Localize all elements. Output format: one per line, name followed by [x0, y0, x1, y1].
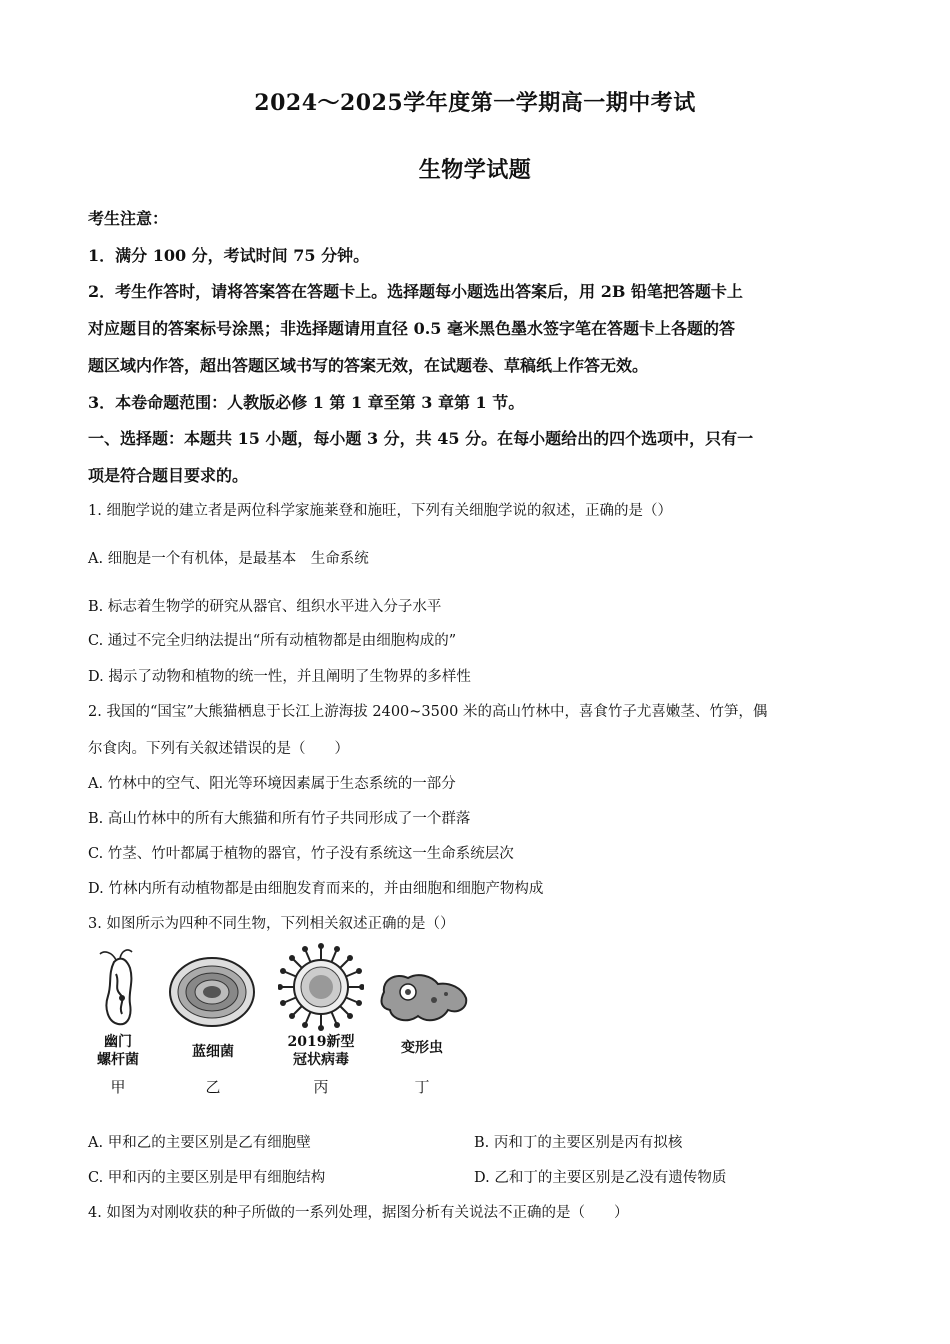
notice-item-2-line-2: 对应题目的答案标号涂黑；非选择题请用直径 0.5 毫米黑色墨水签字笔在答题卡上各题的答 — [88, 319, 735, 338]
q3-option-c: C. 甲和丙的主要区别是甲有细胞结构 — [88, 1170, 326, 1186]
q4-stem: 4. 如图为对刚收获的种子所做的一系列处理，据图分析有关说法不正确的是（ ） — [88, 1205, 629, 1221]
section-heading-line-1: 一、选择题：本题共 15 小题，每小题 3 分，共 45 分。在每小题给出的四个选项中，只有一 — [88, 429, 754, 448]
exam-subtitle: 生物学试题 — [418, 157, 532, 183]
q1-option-b: B. 标志着生物学的研究从器官、组织水平进入分子水平 — [88, 599, 442, 615]
q3-option-d: D. 乙和丁的主要区别是乙没有遗传物质 — [474, 1170, 727, 1186]
organism-1-name-line-1: 幽门 — [104, 1034, 132, 1050]
organism-1-name-line-2: 螺杆菌 — [97, 1052, 139, 1068]
organism-4-tag: 丁 — [414, 1078, 430, 1096]
q1-stem: 1. 细胞学说的建立者是两位科学家施莱登和施旺，下列有关细胞学说的叙述，正确的是（） — [88, 503, 672, 519]
organism-1-tag: 甲 — [110, 1078, 126, 1096]
cyanobacteria-icon — [168, 956, 256, 1028]
coronavirus-icon — [278, 942, 364, 1032]
q1-option-c: C. 通过不完全归纳法提出“所有动植物都是由细胞构成的” — [88, 633, 457, 649]
q1-option-d: D. 揭示了动物和植物的统一性，并且阐明了生物界的多样性 — [88, 669, 471, 685]
organism-3-name-line-2: 冠状病毒 — [293, 1052, 349, 1068]
q2-option-a: A. 竹林中的空气、阳光等环境因素属于生态系统的一部分 — [88, 776, 456, 792]
q3-option-a: A. 甲和乙的主要区别是乙有细胞壁 — [88, 1135, 311, 1151]
organism-2-name-line-1: 蓝细菌 — [192, 1044, 234, 1060]
q2-option-b: B. 高山竹林中的所有大熊猫和所有竹子共同形成了一个群落 — [88, 811, 471, 827]
notice-item-1: 1．满分 100 分，考试时间 75 分钟。 — [88, 246, 370, 265]
organism-4-name-line-1: 变形虫 — [401, 1040, 443, 1056]
notice-item-2-line-1: 2．考生作答时，请将答案答在答题卡上。选择题每小题选出答案后，用 2B 铅笔把答题卡上 — [88, 282, 743, 301]
section-heading-line-2: 项是符合题目要求的。 — [88, 466, 249, 485]
notice-item-3: 3．本卷命题范围：人教版必修 1 第 1 章至第 3 章第 1 节。 — [88, 393, 525, 412]
exam-title: 2024～2025学年度第一学期高一期中考试 — [254, 90, 696, 116]
q3-stem: 3. 如图所示为四种不同生物，下列相关叙述正确的是（） — [88, 916, 455, 932]
q2-option-d: D. 竹林内所有动植物都是由细胞发育而来的，并由细胞和细胞产物构成 — [88, 881, 544, 897]
helicobacter-icon — [98, 944, 142, 1030]
q2-stem-line-2: 尔食肉。下列有关叙述错误的是（ ） — [88, 741, 349, 757]
organism-3-tag: 丙 — [313, 1078, 329, 1096]
q2-option-c: C. 竹茎、竹叶都属于植物的器官，竹子没有系统这一生命系统层次 — [88, 846, 514, 862]
notice-item-2-line-3: 题区域内作答，超出答题区域书写的答案无效，在试题卷、草稿纸上作答无效。 — [88, 356, 649, 375]
q1-option-a: A. 细胞是一个有机体，是最基本 生命系统 — [88, 551, 369, 567]
organism-3-name-line-1: 2019新型 — [287, 1034, 355, 1050]
q3-option-b: B. 丙和丁的主要区别是丙有拟核 — [474, 1135, 683, 1151]
organism-2-tag: 乙 — [205, 1078, 221, 1096]
notice-heading: 考生注意： — [88, 209, 169, 228]
q3-figure — [88, 942, 488, 1102]
amoeba-icon — [378, 970, 470, 1026]
q2-stem-line-1: 2. 我国的“国宝”大熊猫栖息于长江上游海拔 2400~3500 米的高山竹林中，喜食竹子尤喜嫩茎、竹笋，偶 — [88, 704, 768, 720]
